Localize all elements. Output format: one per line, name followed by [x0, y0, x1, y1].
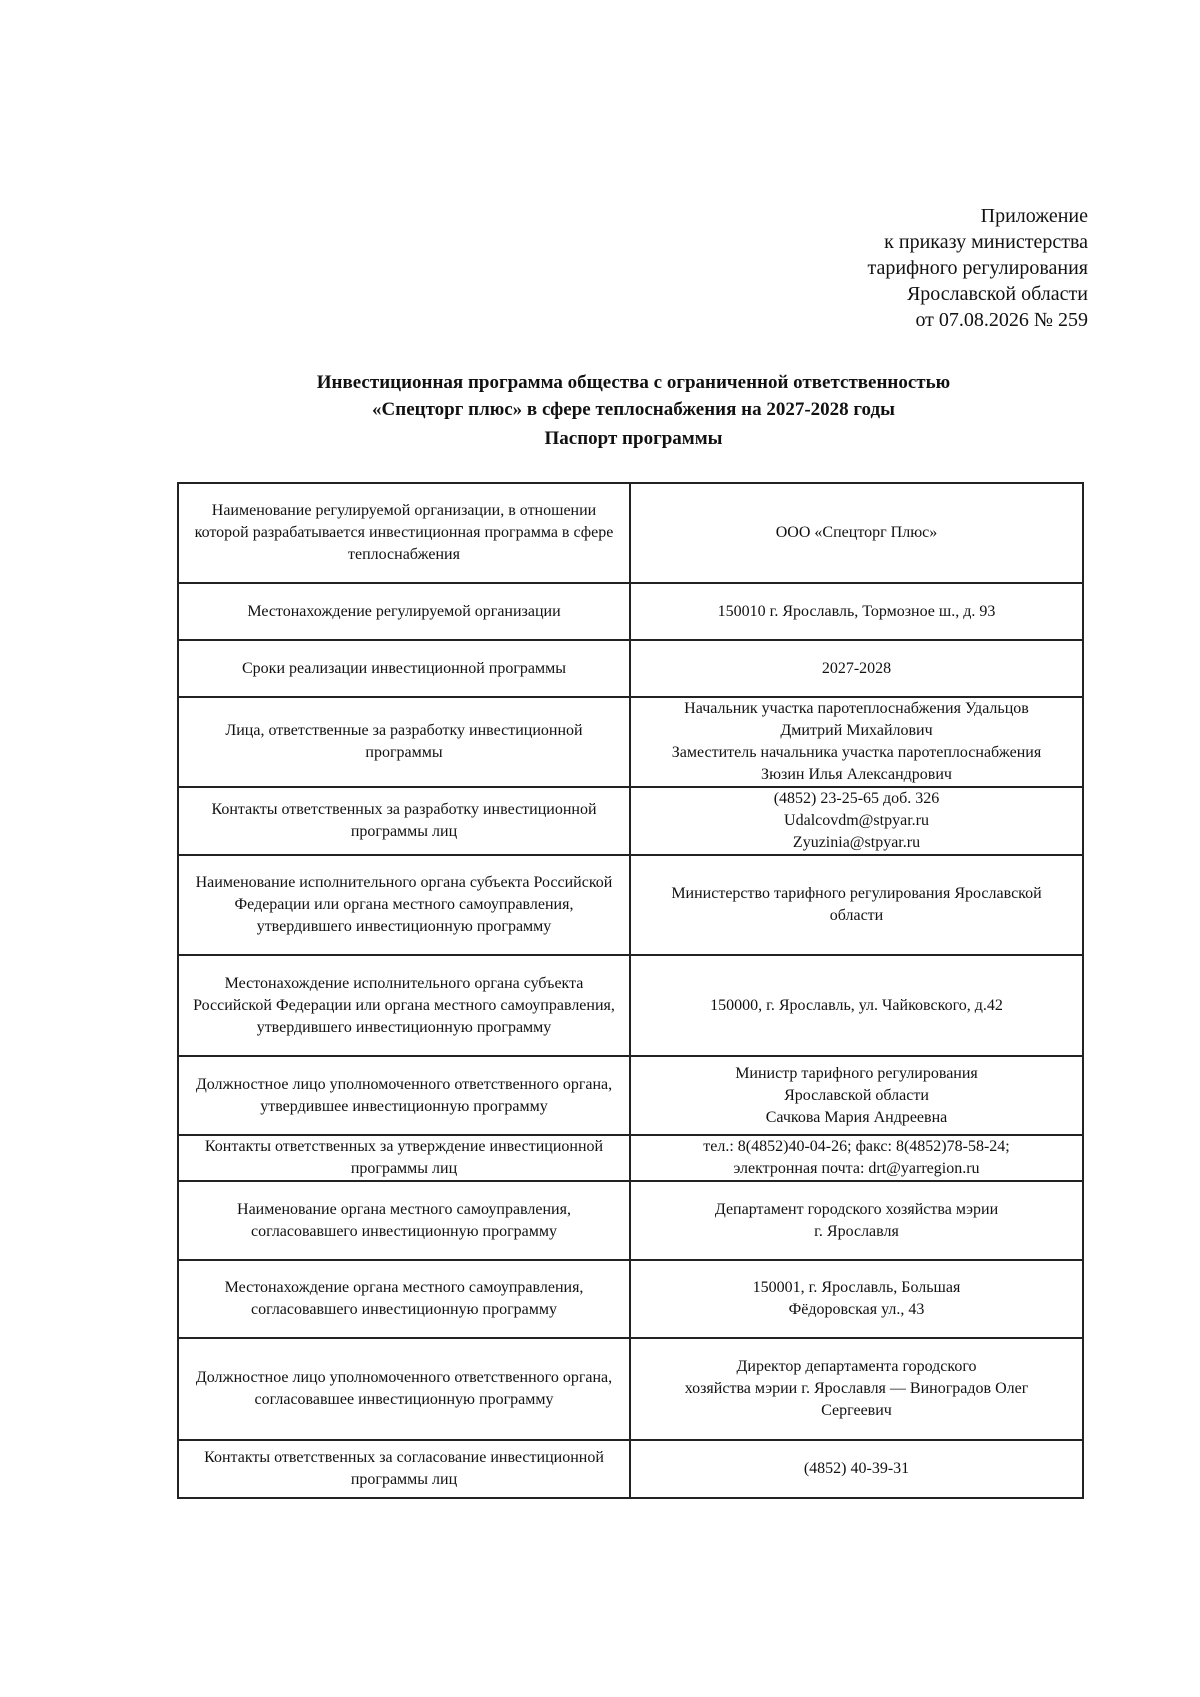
row-label: Наименование исполнительного органа субъекта Российской Федерации или органа местного самоуправления, утвердившего инвестиционную программу: [178, 855, 630, 955]
document-title-line: «Спецторг плюс» в сфере теплоснабжения на 2027-2028 годы: [372, 399, 895, 420]
table-row: [178, 1181, 1083, 1260]
table-row: [178, 1440, 1083, 1498]
annex-line: тарифного регулирования: [867, 257, 1088, 279]
annex-line: Приложение: [980, 205, 1088, 227]
row-label: Должностное лицо уполномоченного ответственного органа, утвердившее инвестиционную программу: [178, 1056, 630, 1135]
row-value: 150010 г. Ярославль, Тормозное ш., д. 93: [630, 583, 1083, 640]
row-label: Контакты ответственных за согласование инвестиционной программы лиц: [178, 1440, 630, 1498]
table-row: [178, 1260, 1083, 1338]
row-label: Местонахождение исполнительного органа субъекта Российской Федерации или органа местного самоуправления, утвердившего инвестиционную программу: [178, 955, 630, 1056]
table-row: [178, 1135, 1083, 1181]
program-passport-table: [177, 482, 1084, 1499]
document-title-line: Инвестиционная программа общества с ограниченной ответственностью: [316, 372, 951, 393]
row-label: Контакты ответственных за утверждение инвестиционной программы лиц: [178, 1135, 630, 1181]
row-label: Местонахождение регулируемой организации: [178, 583, 630, 640]
table-row: [178, 640, 1083, 697]
row-label: Должностное лицо уполномоченного ответственного органа, согласовавшее инвестиционную программу: [178, 1338, 630, 1440]
annex-date-number: от 07.08.2026 № 259: [915, 309, 1088, 331]
table-row: [178, 1338, 1083, 1440]
row-value: тел.: 8(4852)40-04-26; факс: 8(4852)78-58-24; электронная почта: drt@yarregion.ru: [630, 1135, 1083, 1181]
row-label: Местонахождение органа местного самоуправления, согласовавшего инвестиционную программу: [178, 1260, 630, 1338]
table-row: [178, 697, 1083, 787]
row-label: Сроки реализации инвестиционной программы: [178, 640, 630, 697]
table-row: [178, 855, 1083, 955]
row-label: Наименование органа местного самоуправления, согласовавшего инвестиционную программу: [178, 1181, 630, 1260]
annex-line: к приказу министерства: [884, 231, 1088, 253]
document-subtitle: Паспорт программы: [544, 428, 723, 449]
row-value: 2027-2028: [630, 640, 1083, 697]
row-value: (4852) 23-25-65 доб. 326 Udalcovdm@stpyar.ru Zyuzinia@stpyar.ru: [630, 787, 1083, 855]
table-row: [178, 583, 1083, 640]
row-label: Наименование регулируемой организации, в отношении которой разрабатывается инвестиционная программа в сфере теплоснабжения: [178, 483, 630, 583]
table-row: [178, 955, 1083, 1056]
row-value: (4852) 40-39-31: [630, 1440, 1083, 1498]
row-value: Департамент городского хозяйства мэрии г. Ярославля: [630, 1181, 1083, 1260]
row-label: Контакты ответственных за разработку инвестиционной программы лиц: [178, 787, 630, 855]
row-value: Директор департамента городского хозяйства мэрии г. Ярославля — Виноградов Олег Сергеевич: [630, 1338, 1083, 1440]
row-value: 150000, г. Ярославль, ул. Чайковского, д.42: [630, 955, 1083, 1056]
row-value: Начальник участка паротеплоснабжения Удальцов Дмитрий Михайлович Заместитель начальника участка паротеплоснабжения Зюзин Илья Александрович: [630, 697, 1083, 787]
table-row: [178, 1056, 1083, 1135]
row-value: ООО «Спецторг Плюс»: [630, 483, 1083, 583]
row-label: Лица, ответственные за разработку инвестиционной программы: [178, 697, 630, 787]
annex-line: Ярославской области: [906, 283, 1088, 305]
row-value: 150001, г. Ярославль, Большая Фёдоровская ул., 43: [630, 1260, 1083, 1338]
table-row: [178, 787, 1083, 855]
table-row: [178, 483, 1083, 583]
annex-block: [868, 203, 1088, 333]
row-value: Министр тарифного регулирования Ярославской области Сачкова Мария Андреевна: [630, 1056, 1083, 1135]
row-value: Министерство тарифного регулирования Ярославской области: [630, 855, 1083, 955]
